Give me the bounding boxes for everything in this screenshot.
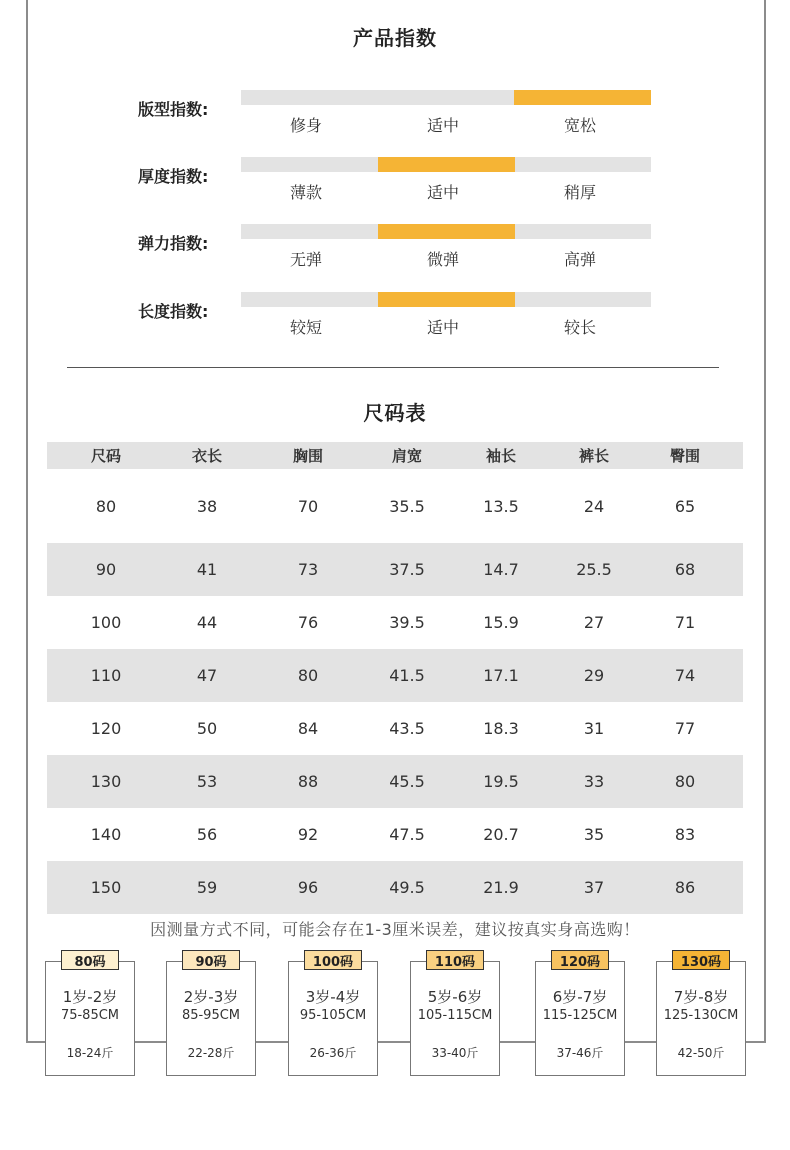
table-cell: 21.9 (483, 878, 519, 897)
size-card-age: 7岁-8岁 (673, 988, 729, 1006)
size-card-height: 75-85CM (60, 1008, 120, 1023)
size-card-tag: 120码 (551, 950, 609, 970)
table-cell: 56 (196, 825, 218, 844)
table-body (47, 469, 743, 914)
table-cell: 120 (90, 719, 122, 738)
table-cell: 18.3 (483, 719, 519, 738)
index-option: 稍厚 (563, 183, 596, 202)
size-card-tag: 110码 (426, 950, 484, 970)
size-card-height: 115-125CM (542, 1008, 618, 1023)
table-cell: 47.5 (389, 825, 425, 844)
table-cell: 13.5 (483, 496, 519, 516)
table-cell: 29 (583, 666, 605, 685)
index-row-fit (0, 90, 790, 146)
table-cell: 43.5 (389, 719, 425, 738)
table-cell: 44 (196, 613, 218, 632)
size-card-tag: 90码 (182, 950, 240, 970)
size-card (410, 954, 500, 1076)
table-cell: 77 (674, 719, 696, 738)
size-card-age: 5岁-6岁 (427, 988, 483, 1006)
table-cell: 14.7 (483, 560, 519, 579)
measurement-note: 因测量方式不同，可能会存在1-3厘米误差，建议按真实身高选购！ (150, 920, 640, 939)
index-label: 版型指数: (138, 100, 209, 119)
size-card-height: 105-115CM (417, 1008, 493, 1023)
table-cell: 73 (297, 560, 319, 579)
index-bar-active-segment (514, 90, 651, 105)
index-label: 厚度指数: (138, 167, 209, 186)
table-cell: 39.5 (389, 613, 425, 632)
size-card (288, 954, 378, 1076)
table-cell: 45.5 (389, 772, 425, 791)
index-row-length (0, 292, 790, 348)
size-card-tag: 100码 (304, 950, 362, 970)
table-cell: 59 (196, 878, 218, 897)
index-row-thickness (0, 157, 790, 213)
table-cell: 19.5 (483, 772, 519, 791)
header-cell: 尺码 (90, 447, 121, 465)
table-cell: 35 (583, 825, 605, 844)
index-bar-segment (514, 224, 651, 239)
table-cell: 53 (196, 772, 218, 791)
size-table (47, 442, 743, 914)
table-cell: 47 (196, 666, 218, 685)
size-card-weight: 33-40斤 (431, 1046, 479, 1060)
table-cell: 90 (95, 560, 117, 579)
table-header (47, 442, 743, 469)
header-cell: 胸围 (292, 447, 323, 465)
index-option: 微弹 (426, 250, 459, 269)
index-bar (241, 90, 651, 105)
index-bar (241, 224, 651, 239)
table-row (47, 861, 743, 914)
table-cell: 86 (674, 878, 696, 897)
table-cell: 80 (297, 666, 319, 685)
index-option: 薄款 (289, 183, 322, 202)
table-cell: 49.5 (389, 878, 425, 897)
index-bar (241, 292, 651, 307)
index-row-elasticity (0, 224, 790, 280)
table-cell: 88 (297, 772, 319, 791)
table-cell: 37 (583, 878, 605, 897)
table-cell: 80 (674, 772, 696, 791)
index-option: 较短 (289, 318, 322, 337)
table-cell: 27 (583, 613, 605, 632)
table-cell: 140 (90, 825, 122, 844)
table-cell: 41.5 (389, 666, 425, 685)
table-row (47, 596, 743, 649)
size-card-weight: 26-36斤 (309, 1046, 357, 1060)
table-cell: 37.5 (389, 560, 425, 579)
size-card-age: 1岁-2岁 (62, 988, 118, 1006)
table-cell: 74 (674, 666, 696, 685)
header-cell: 袖长 (485, 447, 516, 465)
size-card-weight: 18-24斤 (66, 1046, 114, 1060)
index-bar-segment (241, 157, 378, 172)
size-card-weight: 22-28斤 (187, 1046, 235, 1060)
index-label: 弹力指数: (138, 234, 209, 253)
table-cell: 96 (297, 878, 319, 897)
index-bar-segment (378, 90, 515, 105)
size-card (166, 954, 256, 1076)
table-cell: 17.1 (483, 666, 519, 685)
index-bar-segment (241, 224, 378, 239)
size-card-tag: 80码 (61, 950, 119, 970)
index-bar-segment (241, 90, 378, 105)
index-option: 修身 (289, 116, 322, 135)
table-cell: 130 (90, 772, 122, 791)
size-card (656, 954, 746, 1076)
index-bar-segment (241, 292, 378, 307)
index-option: 高弹 (563, 250, 596, 269)
table-cell: 35.5 (389, 496, 425, 516)
table-row (47, 702, 743, 755)
size-card-age: 2岁-3岁 (183, 988, 239, 1006)
table-cell: 110 (90, 666, 122, 685)
size-card (535, 954, 625, 1076)
table-cell: 15.9 (483, 613, 519, 632)
table-cell: 41 (196, 560, 218, 579)
index-label: 长度指数: (138, 302, 209, 321)
table-row (47, 649, 743, 702)
index-bar-active-segment (378, 292, 515, 307)
size-card-age: 3岁-4岁 (305, 988, 361, 1006)
table-cell: 92 (297, 825, 319, 844)
header-cell: 裤长 (578, 447, 609, 465)
table-row (47, 808, 743, 861)
index-option: 宽松 (563, 116, 596, 135)
header-cell: 肩宽 (391, 447, 422, 465)
size-card (45, 954, 135, 1076)
frame-bottom-border (26, 1041, 766, 1043)
table-cell: 24 (583, 496, 605, 516)
index-bar-segment (514, 292, 651, 307)
table-cell: 50 (196, 719, 218, 738)
size-card-height: 95-105CM (299, 1008, 367, 1023)
index-option: 适中 (426, 318, 459, 337)
size-card-weight: 37-46斤 (556, 1046, 604, 1060)
table-row (47, 755, 743, 808)
table-cell: 20.7 (483, 825, 519, 844)
table-cell: 150 (90, 878, 122, 897)
size-card-height: 125-130CM (663, 1008, 739, 1023)
size-card-age: 6岁-7岁 (552, 988, 608, 1006)
table-cell: 80 (95, 496, 117, 516)
index-bar-active-segment (378, 224, 515, 239)
header-cell: 臀围 (669, 447, 700, 465)
table-cell: 33 (583, 772, 605, 791)
table-cell: 31 (583, 719, 605, 738)
size-table-title: 尺码表 (363, 401, 427, 425)
table-cell: 65 (674, 496, 696, 516)
table-cell: 70 (297, 496, 319, 516)
header-cell: 衣长 (191, 447, 222, 465)
table-cell: 71 (674, 613, 696, 632)
index-option: 适中 (426, 183, 459, 202)
table-cell: 38 (196, 496, 218, 516)
table-cell: 68 (674, 560, 696, 579)
table-cell: 100 (90, 613, 122, 632)
index-option: 较长 (563, 318, 596, 337)
table-row (47, 469, 743, 543)
index-bar (241, 157, 651, 172)
table-cell: 25.5 (576, 560, 612, 579)
section-divider (67, 367, 719, 368)
size-card-tag: 130码 (672, 950, 730, 970)
index-bar-active-segment (378, 157, 515, 172)
product-index-title: 产品指数 (353, 26, 437, 50)
size-card-height: 85-95CM (181, 1008, 241, 1023)
table-cell: 83 (674, 825, 696, 844)
size-card-weight: 42-50斤 (677, 1046, 725, 1060)
table-cell: 84 (297, 719, 319, 738)
table-cell: 76 (297, 613, 319, 632)
index-bar-segment (514, 157, 651, 172)
index-option: 无弹 (289, 250, 322, 269)
index-option: 适中 (426, 116, 459, 135)
table-row (47, 543, 743, 596)
